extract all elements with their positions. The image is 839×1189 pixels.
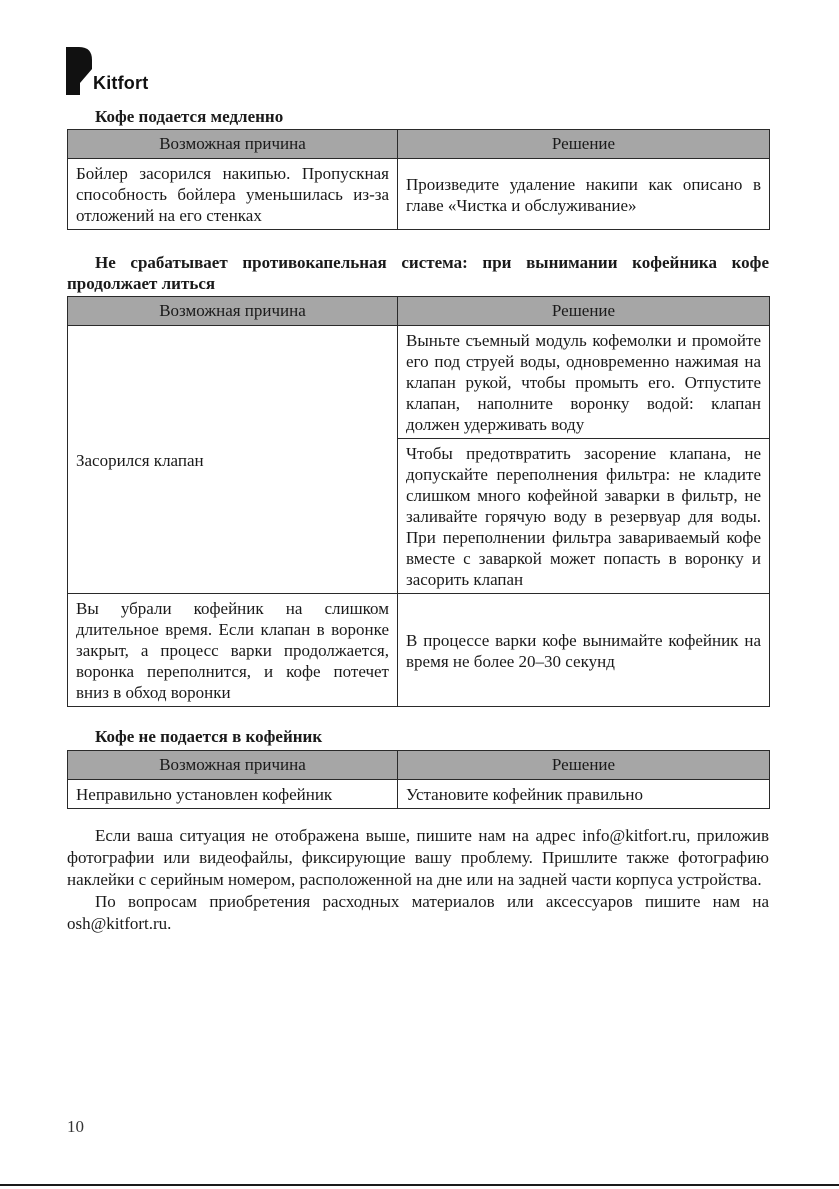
contact-info (67, 825, 769, 935)
brand-logo (66, 47, 176, 97)
header-cause: Возможная причина (68, 297, 398, 326)
solution-cell: Чтобы предотвратить засорение клапана, не допускайте переполнения фильтра: не кладите слишком много кофейной заварки в фильтр, не заливайте горячую воду в резервуар для воды. При переполнении фильтра завариваемый кофе вместе с заваркой может попасть в воронку и засорить клапан (398, 439, 770, 594)
section-title-no-coffee: Кофе не подается в кофейник (95, 727, 323, 746)
brand-name: Kitfort (93, 73, 149, 93)
paragraph-support: Если ваша ситуация не отображена выше, пишите нам на адрес info@kitfort.ru, приложив фотографии или видеофайлы, фиксирующие вашу проблему. Пришлите также фотографию наклейки с серийным номером, расположенной на дне или на задней части корпуса устройства. (67, 826, 769, 889)
troubleshooting-table-no-coffee (67, 750, 770, 809)
header-cause: Возможная причина (68, 130, 398, 159)
cause-cell: Бойлер засорился накипью. Пропускная способность бойлера уменьшилась из-за отложений на его стенках (68, 159, 398, 230)
section-title-drip-stop: Не срабатывает противокапельная система: при вынимании кофейника кофе продолжает литься (67, 253, 769, 293)
header-solution: Решение (398, 130, 770, 159)
main-content (67, 106, 769, 935)
table-row (68, 780, 770, 809)
troubleshooting-table-drip-stop (67, 296, 770, 707)
solution-cell: Установите кофейник правильно (398, 780, 770, 809)
header-solution: Решение (398, 297, 770, 326)
header-solution: Решение (398, 751, 770, 780)
cause-cell: Засорился клапан (68, 326, 398, 594)
troubleshooting-table-slow-coffee (67, 129, 770, 230)
solution-cell: Произведите удаление накипи как описано в главе «Чистка и обслуживание» (398, 159, 770, 230)
page-number: 10 (67, 1117, 84, 1136)
solution-cell: Выньте съемный модуль кофемолки и промойте его под струей воды, одновременно нажимая на клапан рукой, чтобы промыть его. Отпустите клапан, наполните воронку водой: клапан должен удерживать воду (398, 326, 770, 439)
cause-cell: Неправильно установлен кофейник (68, 780, 398, 809)
table-row (68, 594, 770, 707)
table-header-row (68, 751, 770, 780)
page-bottom-rule (0, 1184, 839, 1186)
solution-cell: В процессе варки кофе вынимайте кофейник на время не более 20–30 секунд (398, 594, 770, 707)
kitfort-logo-icon (66, 47, 92, 95)
table-header-row (68, 130, 770, 159)
cause-cell: Вы убрали кофейник на слишком длительное время. Если клапан в воронке закрыт, а процесс варки продолжается, воронка переполнится, и кофе потечет вниз в обход воронки (68, 594, 398, 707)
section-title-slow-coffee: Кофе подается медленно (95, 107, 284, 126)
table-row (68, 326, 770, 439)
table-row (68, 159, 770, 230)
header-cause: Возможная причина (68, 751, 398, 780)
paragraph-accessories: По вопросам приобретения расходных материалов или аксессуаров пишите нам на osh@kitfort.ru. (67, 892, 769, 933)
table-header-row (68, 297, 770, 326)
